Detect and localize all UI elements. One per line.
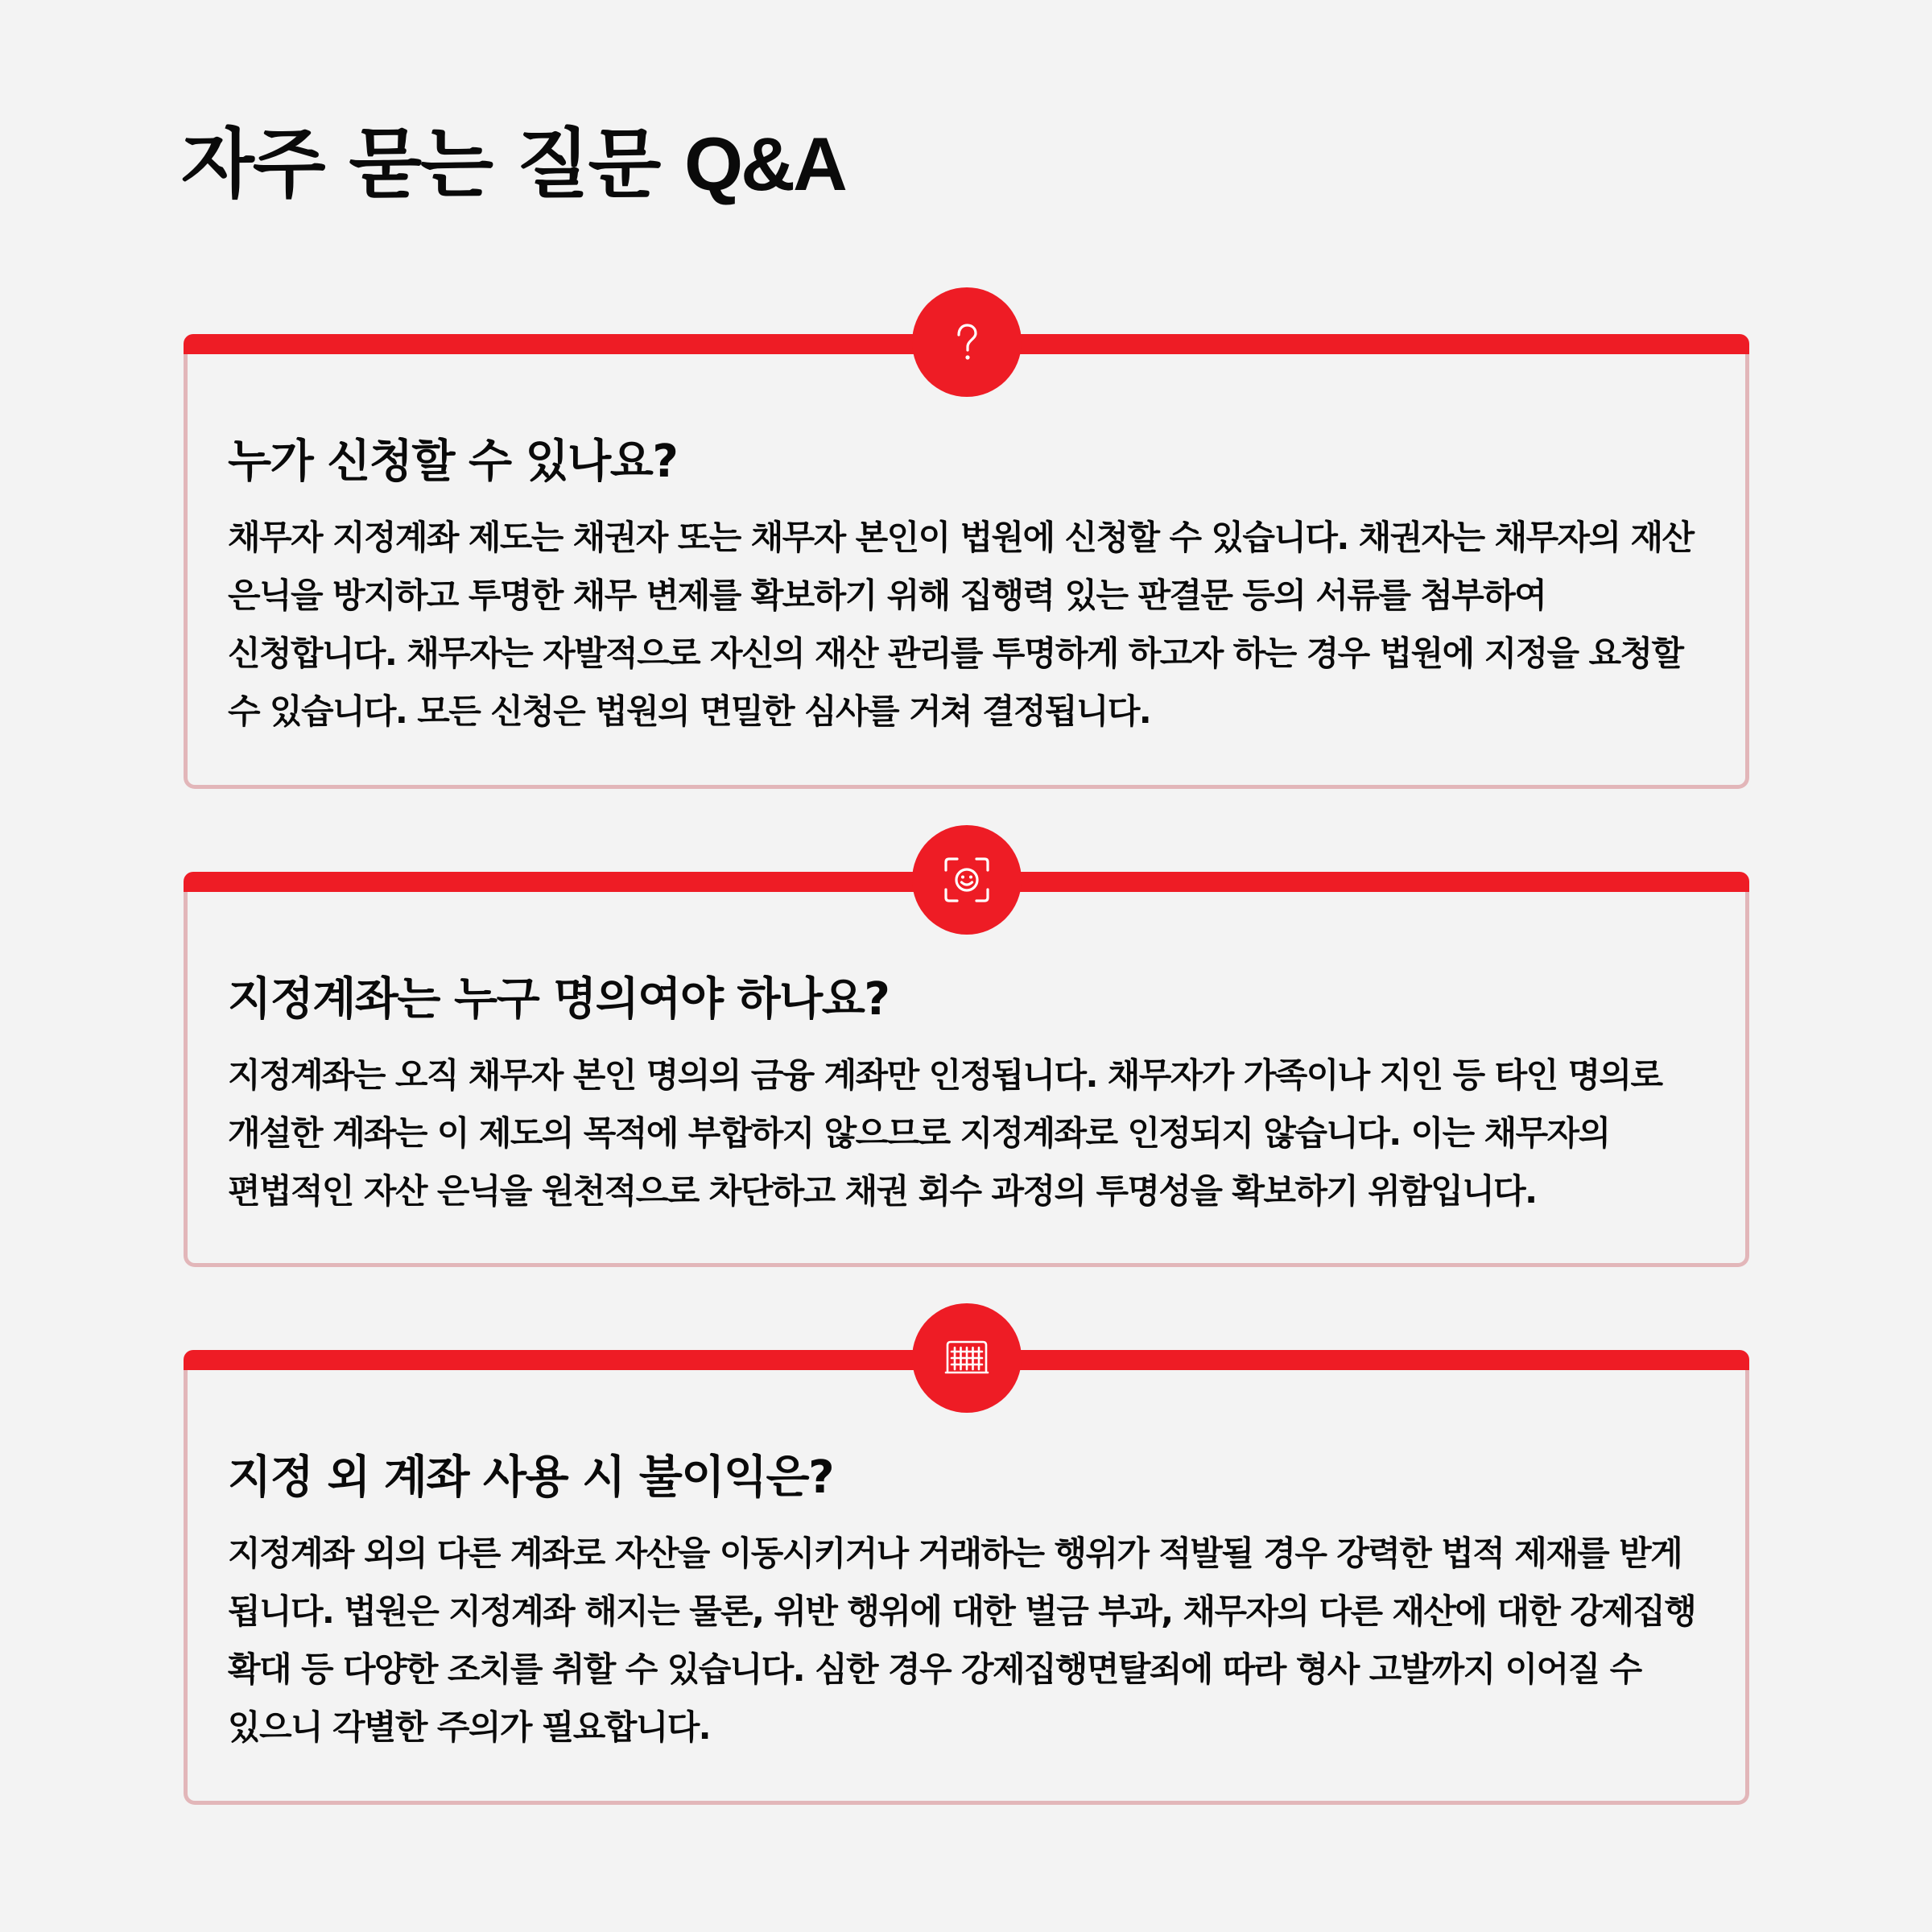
question-icon-badge (912, 287, 1022, 397)
faq-question: 지정계좌는 누구 명의여야 하나요? (228, 973, 890, 1026)
faq-card (184, 1370, 1749, 1805)
faq-answer: 채무자 지정계좌 제도는 채권자 또는 채무자 본인이 법원에 신청할 수 있습니다. 채권자는 채무자의 재산 은닉을 방지하고 투명한 채무 변제를 확보하기 위해 집행력 있는 판결문 등의 서류를 첨부하여 신청합니다. 채무자는 자발적으로 자신의 재산 관리를 투명하게 하고자 하는 경우 법원에 지정을 요청할 수 있습니다. 모든 신청은 법원의 면밀한 심사를 거쳐 결정됩니다. (228, 518, 1694, 731)
grid-icon-badge (912, 1303, 1022, 1413)
faq-answer: 지정계좌는 오직 채무자 본인 명의의 금융 계좌만 인정됩니다. 채무자가 가족이나 지인 등 타인 명의로 개설한 계좌는 이 제도의 목적에 부합하지 않으므로 지정계좌로 인정되지 않습니다. 이는 채무자의 편법적인 자산 은닉을 원천적으로 차단하고 채권 회수 과정의 투명성을 확보하기 위함입니다. (228, 1055, 1662, 1211)
faq-card (184, 354, 1749, 789)
faq-answer: 지정계좌 외의 다른 계좌로 자산을 이동시키거나 거래하는 행위가 적발될 경우 강력한 법적 제재를 받게 됩니다. 법원은 지정계좌 해지는 물론, 위반 행위에 대한 벌금 부과, 채무자의 다른 재산에 대한 강제집행 확대 등 다양한 조치를 취할 수 있습니다. 심한 경우 강제집행면탈죄에 따라 형사 고발까지 이어질 수 있으니 각별한 주의가 필요합니다. (228, 1534, 1696, 1747)
page-title-accent: Q&A (684, 122, 845, 206)
question-mark-icon (943, 318, 991, 366)
faq-question: 지정 외 계좌 사용 시 불이익은? (228, 1451, 834, 1504)
faq-question: 누가 신청할 수 있나요? (228, 436, 678, 488)
faq-card (184, 892, 1749, 1267)
grid-icon (943, 1334, 991, 1382)
face-id-icon (941, 854, 993, 906)
face-id-icon-badge (912, 825, 1022, 935)
page-title (181, 121, 845, 208)
page-title-main: 자주 묻는 질문 (181, 121, 660, 208)
